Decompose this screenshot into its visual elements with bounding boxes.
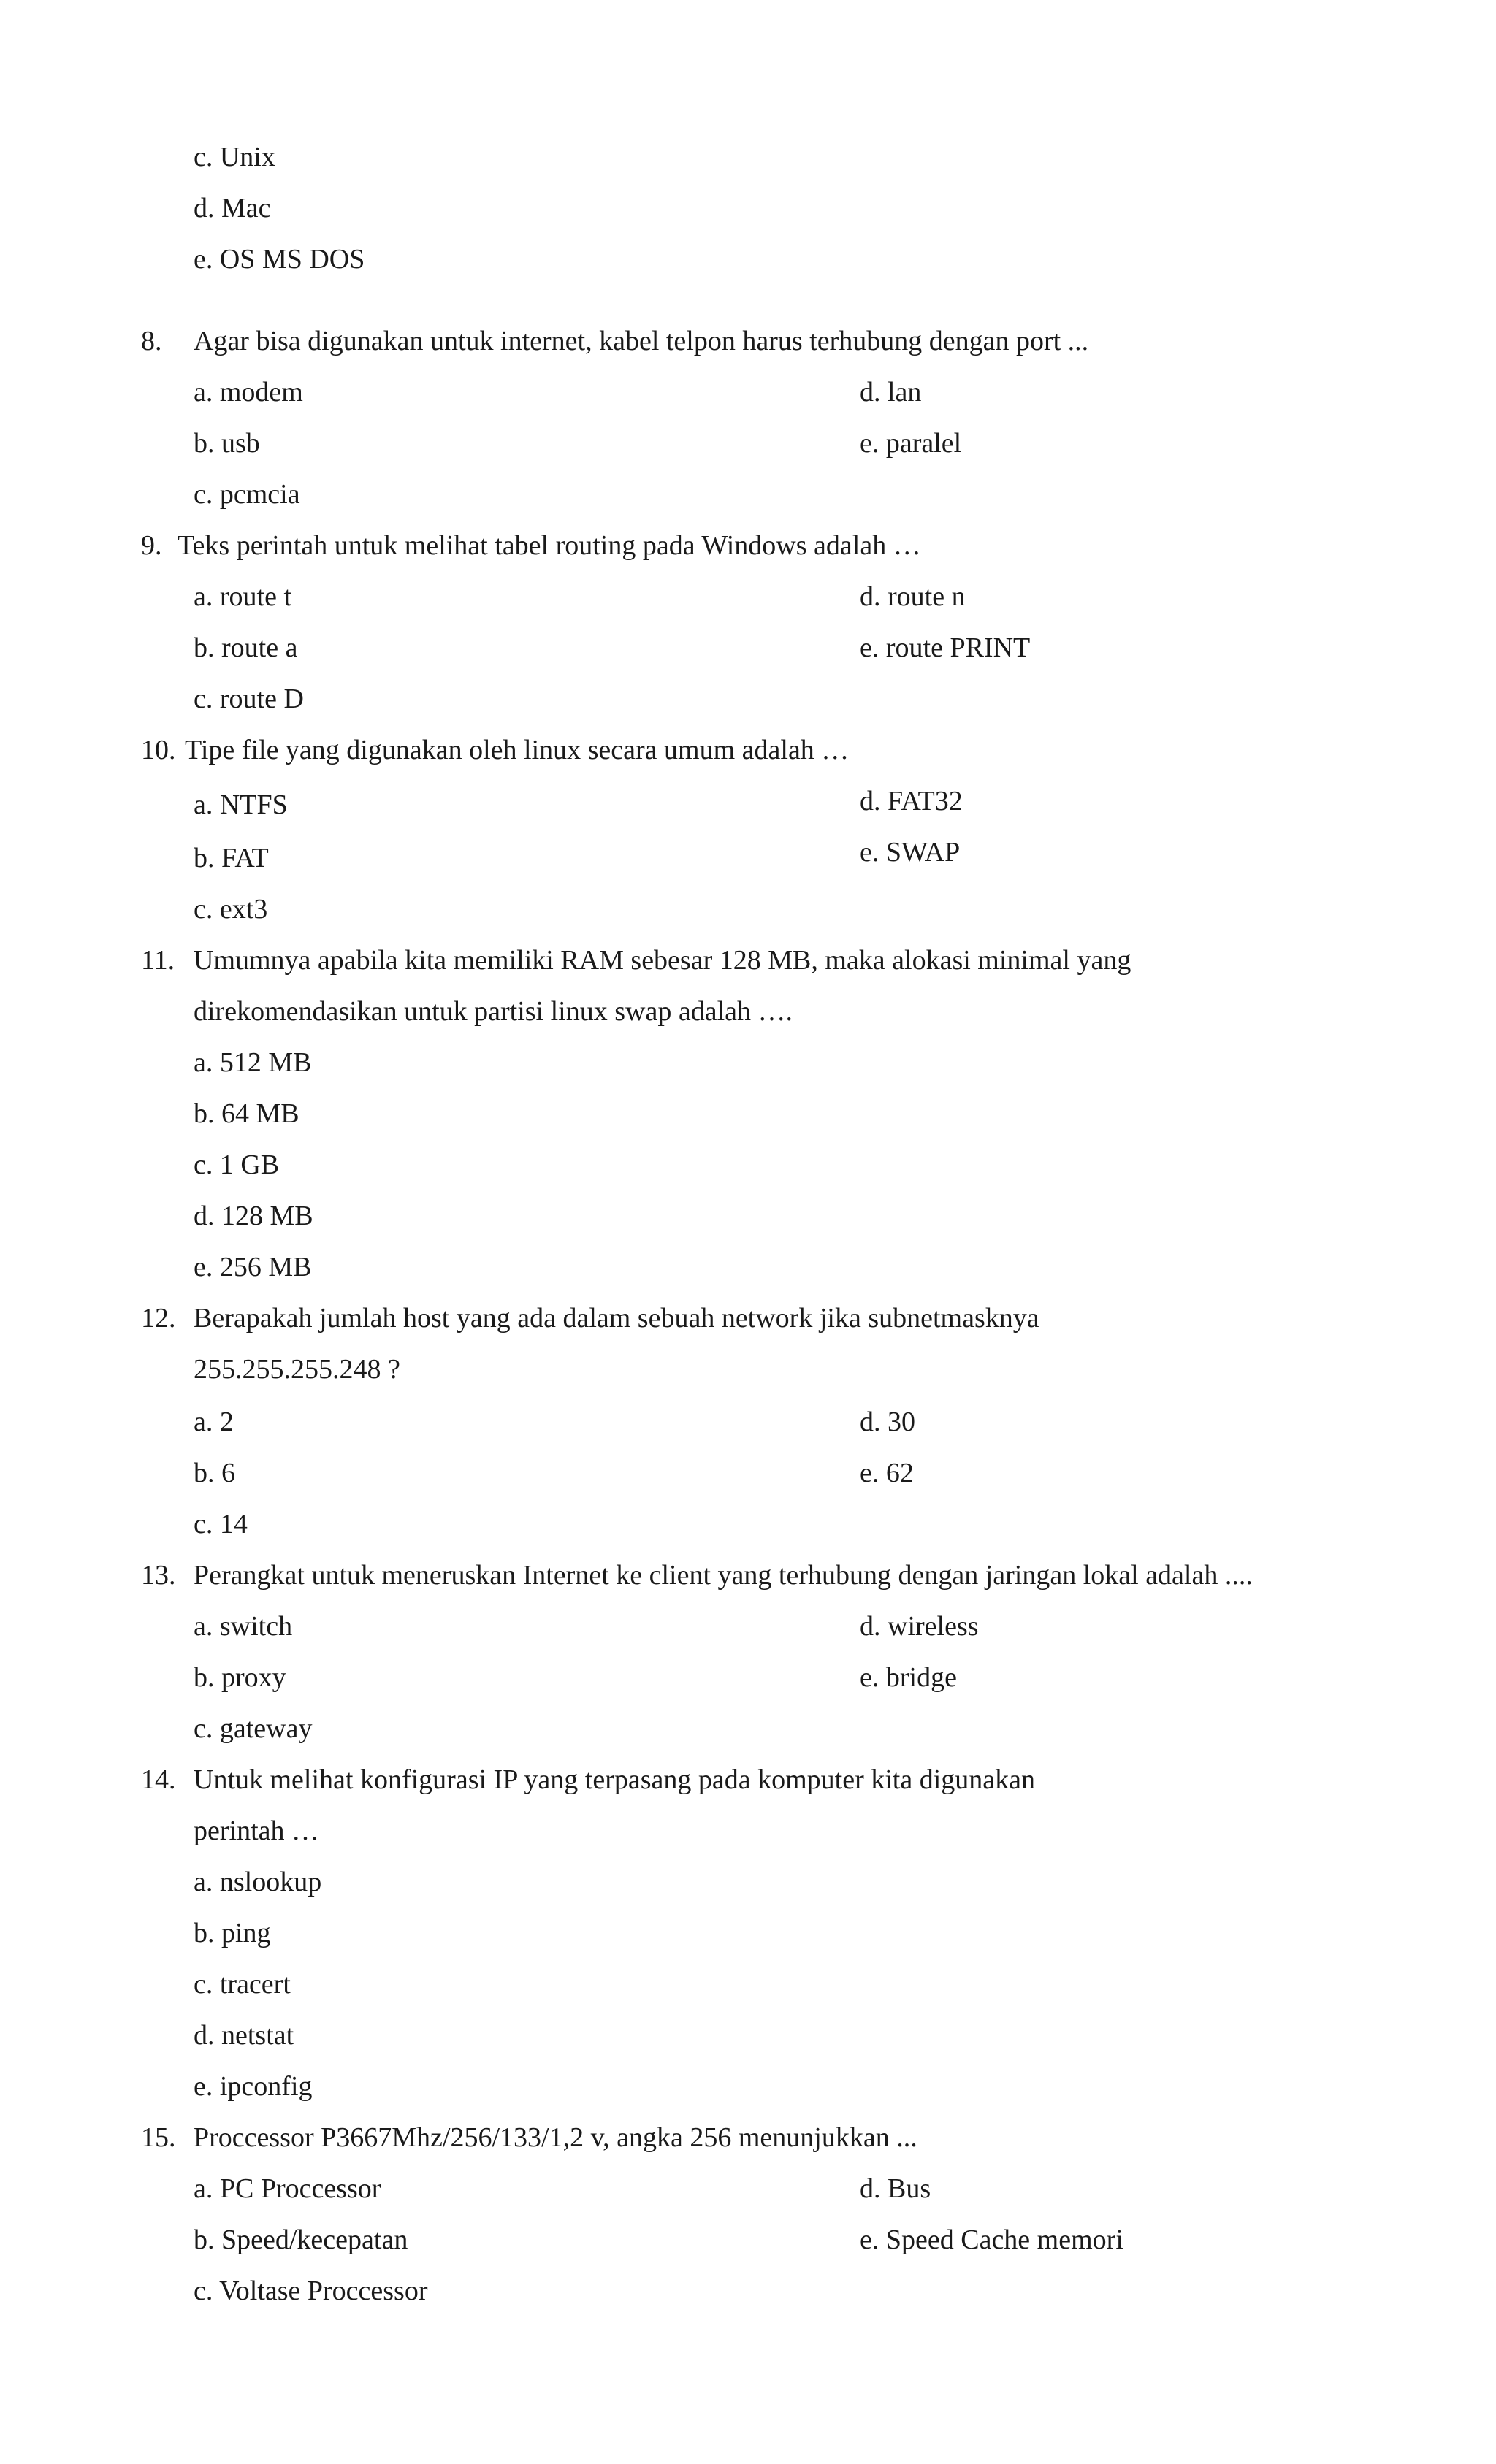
question-text-continued: direkomendasikan untuk partisi linux swap adalah …. xyxy=(194,996,793,1027)
question-text: Berapakah jumlah host yang ada dalam sebuah network jika subnetmasknya xyxy=(194,1303,1039,1334)
question-number: 12. xyxy=(141,1303,176,1334)
question-text: Tipe file yang digunakan oleh linux secara umum adalah … xyxy=(185,735,850,765)
option-a: a. route t xyxy=(194,581,292,612)
option-e: e. SWAP xyxy=(860,837,961,868)
option-d: d. 30 xyxy=(860,1407,915,1437)
option-c: c. gateway xyxy=(194,1713,313,1744)
option-c: c. ext3 xyxy=(194,894,268,925)
question-text: Proccessor P3667Mhz/256/133/1,2 v, angka 256 menunjukkan ... xyxy=(194,2122,917,2153)
option-c: c. Voltase Proccessor xyxy=(194,2276,428,2306)
option-d: d. lan xyxy=(860,377,922,408)
question-number: 9. xyxy=(141,530,162,561)
option-b: b. usb xyxy=(194,428,260,459)
option-d: d. route n xyxy=(860,581,966,612)
option-d: d. FAT32 xyxy=(860,786,963,816)
option-a: a. 2 xyxy=(194,1407,234,1437)
option-d: d. Bus xyxy=(860,2173,931,2204)
option-e: e. paralel xyxy=(860,428,962,459)
question-number: 11. xyxy=(141,945,175,976)
question-number: 15. xyxy=(141,2122,176,2153)
option-d: d. 128 MB xyxy=(194,1201,313,1231)
option-a: a. switch xyxy=(194,1611,293,1642)
question-text-continued: 255.255.255.248 ? xyxy=(194,1354,400,1385)
option-e: e. Speed Cache memori xyxy=(860,2224,1123,2255)
option-b: b. 64 MB xyxy=(194,1098,299,1129)
question-text: Agar bisa digunakan untuk internet, kabel telpon harus terhubung dengan port ... xyxy=(194,326,1089,356)
option-b: b. route a xyxy=(194,632,298,663)
option-e: e. route PRINT xyxy=(860,632,1031,663)
question-text: Perangkat untuk meneruskan Internet ke client yang terhubung dengan jaringan lokal adalah .... xyxy=(194,1560,1253,1591)
question-text: Teks perintah untuk melihat tabel routing pada Windows adalah … xyxy=(178,530,921,561)
question-number: 10. xyxy=(141,735,176,765)
question-number: 14. xyxy=(141,1764,176,1795)
question-text: Untuk melihat konfigurasi IP yang terpasang pada komputer kita digunakan xyxy=(194,1764,1036,1795)
option-a: a. PC Proccessor xyxy=(194,2173,381,2204)
option-e: e. 256 MB xyxy=(194,1252,312,1282)
question-number: 8. xyxy=(141,326,162,356)
option-c: c. 1 GB xyxy=(194,1149,280,1180)
option-a: a. nslookup xyxy=(194,1867,322,1897)
option-e: e. OS MS DOS xyxy=(194,244,365,275)
option-d: d. wireless xyxy=(860,1611,979,1642)
question-text: Umumnya apabila kita memiliki RAM sebesar 128 MB, maka alokasi minimal yang xyxy=(194,945,1131,976)
option-b: b. ping xyxy=(194,1918,271,1948)
option-c: c. tracert xyxy=(194,1969,291,2000)
option-b: b. 6 xyxy=(194,1458,235,1488)
question-number: 13. xyxy=(141,1560,176,1591)
option-a: a. NTFS xyxy=(194,789,288,820)
option-e: e. bridge xyxy=(860,1662,957,1693)
option-a: a. 512 MB xyxy=(194,1047,312,1078)
option-c: c. 14 xyxy=(194,1509,248,1539)
option-b: b. proxy xyxy=(194,1662,286,1693)
option-c: c. pcmcia xyxy=(194,479,300,510)
option-a: a. modem xyxy=(194,377,303,408)
option-e: e. ipconfig xyxy=(194,2071,313,2102)
option-b: b. Speed/kecepatan xyxy=(194,2224,408,2255)
option-d: d. netstat xyxy=(194,2020,294,2051)
option-c: c. Unix xyxy=(194,142,275,172)
option-d: d. Mac xyxy=(194,193,271,223)
option-b: b. FAT xyxy=(194,843,269,873)
question-text-continued: perintah … xyxy=(194,1816,320,1846)
option-c: c. route D xyxy=(194,684,304,714)
option-e: e. 62 xyxy=(860,1458,914,1488)
